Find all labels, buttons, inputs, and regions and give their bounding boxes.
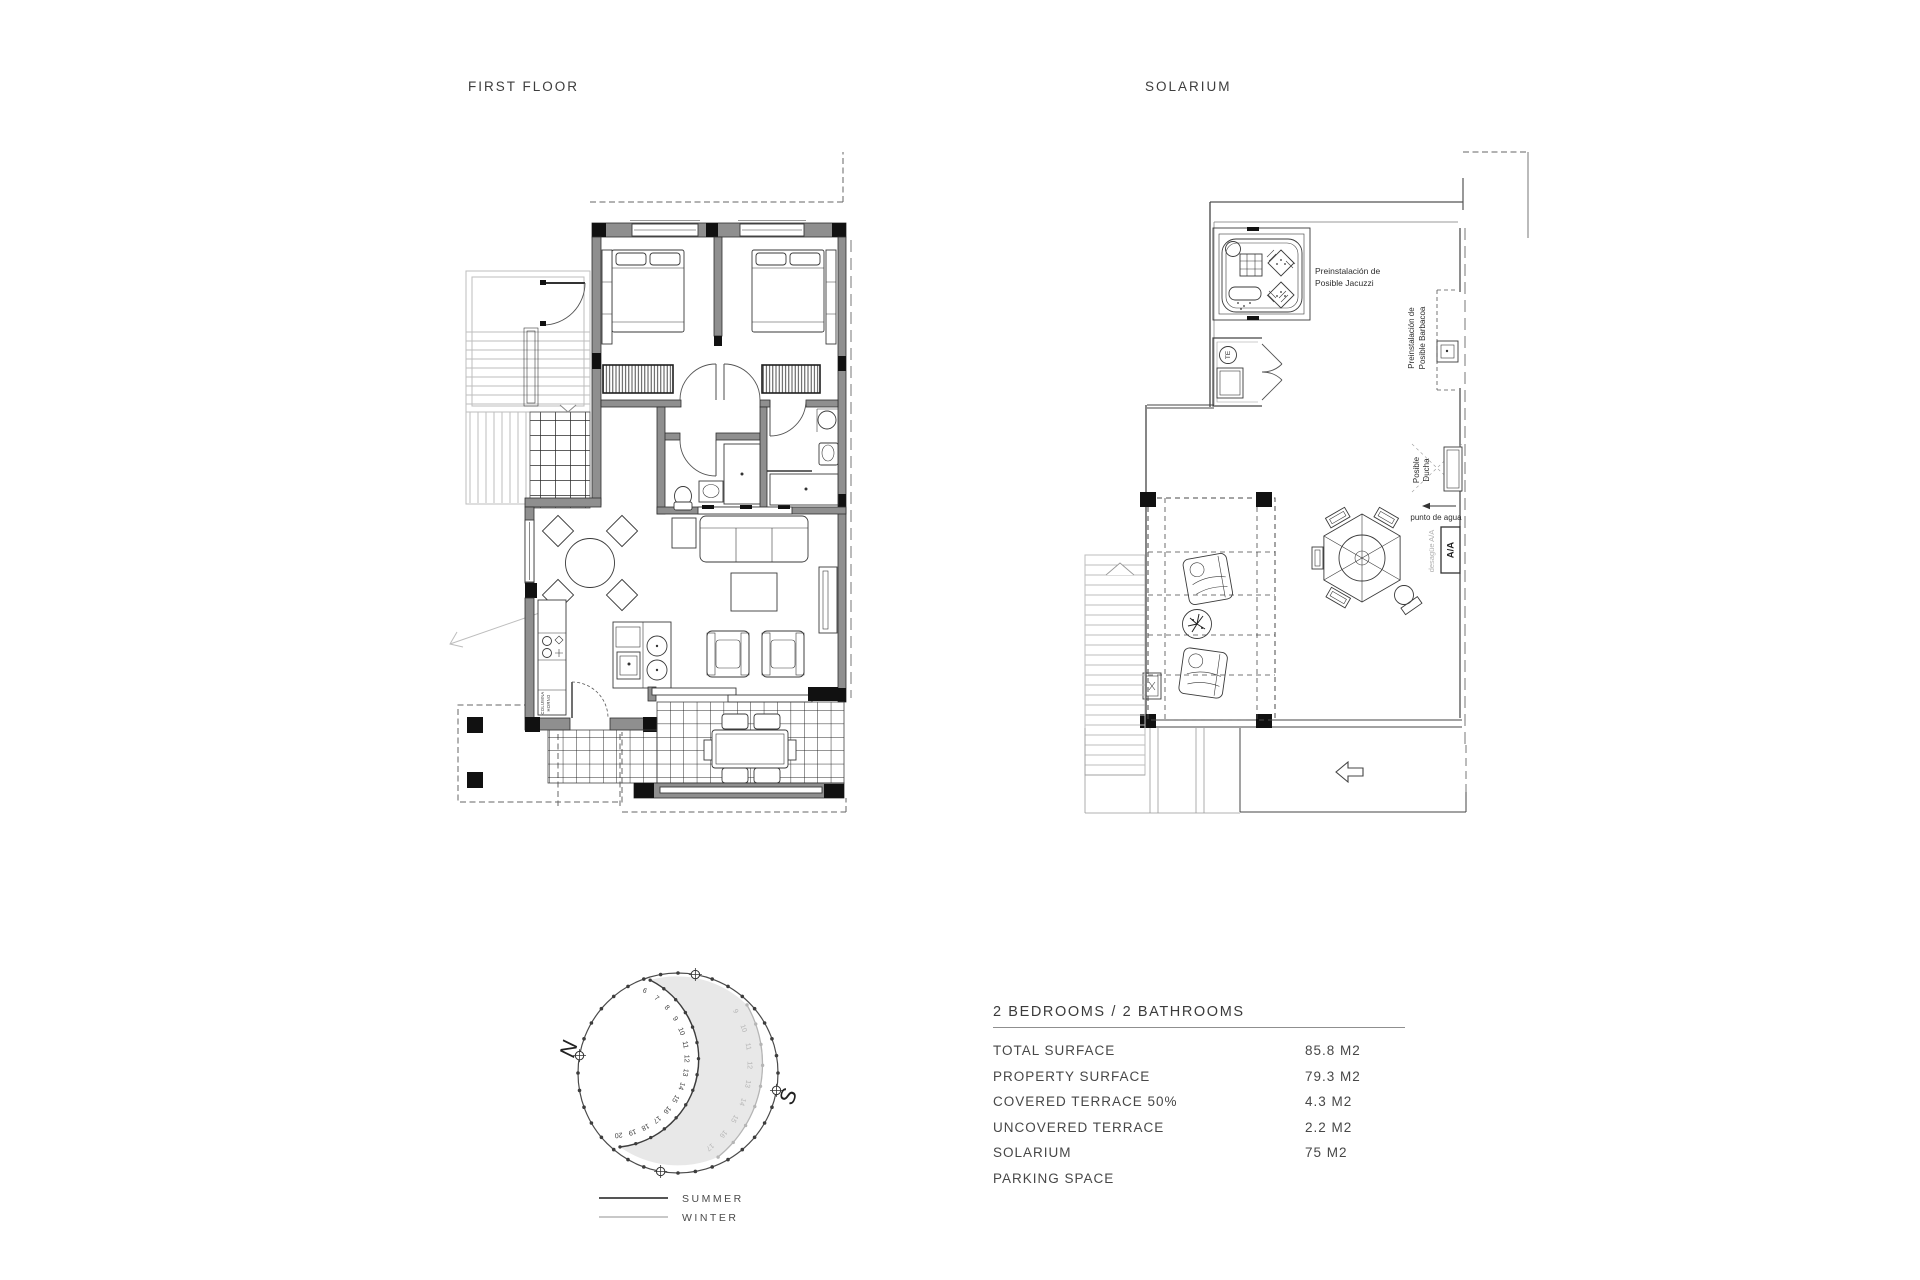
sun-hour-label: 10	[676, 1026, 686, 1037]
jacuzzi-label-2: Posible Jacuzzi	[1315, 278, 1374, 288]
sun-hour-label: 12	[682, 1054, 690, 1063]
armchair-2	[762, 631, 804, 677]
row-label: UNCOVERED TERRACE	[993, 1119, 1165, 1135]
table-row	[993, 1064, 1405, 1090]
table-row	[993, 1089, 1405, 1115]
direction-arrow	[1336, 762, 1363, 782]
sink-1	[699, 481, 723, 502]
dining-area	[542, 515, 637, 610]
sun-hour-label: 9	[731, 1008, 740, 1016]
terrace	[548, 687, 844, 798]
dining-window	[525, 520, 534, 582]
ducha-label-1: Posible	[1412, 456, 1421, 484]
row-label: TOTAL SURFACE	[993, 1043, 1116, 1058]
winter-legend-label: WINTER	[682, 1212, 739, 1224]
row-label: PARKING SPACE	[993, 1170, 1115, 1186]
lower-terrace	[1240, 728, 1466, 812]
sun-hour-label: 15	[670, 1093, 681, 1104]
columna-label: COLUMNA	[540, 691, 545, 715]
bathroom-1	[674, 444, 760, 510]
wardrobe-1	[603, 365, 673, 393]
summer-legend-label: SUMMER	[682, 1193, 744, 1205]
water-point	[1422, 503, 1456, 509]
sun-hour-label: 9	[670, 1015, 679, 1023]
sun-hour-label: 7	[652, 994, 660, 1003]
sun-hour-label: 15	[729, 1113, 740, 1124]
barbecue-area	[1437, 290, 1458, 390]
plant-table	[1183, 610, 1212, 639]
shower-tray	[1444, 447, 1462, 491]
sun-hour-label: 8	[662, 1004, 671, 1012]
parking-posts	[467, 717, 483, 788]
north-label: N	[554, 1038, 583, 1060]
entry-arrow	[560, 405, 576, 412]
pergola	[1140, 492, 1275, 720]
sun-hour-label: 18	[640, 1121, 651, 1132]
table-row	[993, 1140, 1405, 1166]
sun-hour-label: 13	[680, 1068, 690, 1077]
sun-hour-label: 11	[680, 1040, 689, 1050]
row-label: PROPERTY SURFACE	[993, 1068, 1151, 1084]
sun-shade-region	[620, 976, 763, 1165]
cristal-superior-window	[698, 505, 792, 514]
sun-hour-label: 16	[661, 1104, 673, 1115]
table-row	[993, 1166, 1405, 1192]
barbacoa-label-1: Preinstalación de	[1407, 307, 1416, 369]
te-room	[1213, 338, 1282, 406]
ac-unit	[1441, 527, 1460, 573]
kitchen-island	[613, 622, 671, 688]
sun-hour-label: 14	[676, 1081, 686, 1091]
entrance-porch-tiles	[530, 412, 590, 508]
sun-hour-label: 17	[651, 1113, 663, 1125]
coffee-table	[731, 573, 777, 611]
aa-label: A/A	[1445, 541, 1457, 559]
sun-hour-label: 10	[738, 1023, 748, 1034]
sun-hour-label: 12	[745, 1061, 753, 1070]
sun-lounger-2	[1178, 647, 1228, 699]
row-value: 4.3 M2	[1305, 1094, 1353, 1110]
bedroom-2	[752, 250, 836, 393]
dining-table	[566, 539, 615, 588]
spec-table	[993, 1004, 1405, 1192]
table-row	[993, 1115, 1405, 1141]
shower-2	[770, 474, 838, 505]
sun-hour-label: 17	[704, 1141, 715, 1152]
sofa	[700, 516, 808, 562]
table-row	[993, 1038, 1405, 1064]
te-label: TE	[1225, 350, 1233, 360]
solarium-plan	[1075, 140, 1545, 840]
sun-path-diagram	[530, 950, 850, 1270]
solarium-title: SOLARIUM	[1145, 79, 1232, 94]
spec-table-header: 2 BEDROOMS / 2 BATHROOMS	[993, 1004, 1405, 1028]
first-floor-plan	[440, 140, 870, 840]
sink-2	[818, 411, 836, 429]
desague-label: desagüe A/A	[1427, 529, 1436, 573]
jacuzzi-label-1: Preinstalación de	[1315, 266, 1381, 276]
sun-hour-label: 13	[743, 1079, 752, 1089]
sun-legend	[599, 1193, 744, 1224]
barbacoa-label-2: Posible Barbacoa	[1418, 306, 1427, 370]
punto-de-agua-label: punto de agua	[1410, 513, 1462, 522]
ducha-label-2: Ducha	[1422, 458, 1431, 482]
row-label: COVERED TERRACE 50%	[993, 1094, 1178, 1110]
row-value: 79.3 M2	[1305, 1068, 1361, 1084]
bedroom-1	[602, 250, 684, 393]
sun-hour-label: 14	[737, 1096, 747, 1107]
row-value: 85.8 M2	[1305, 1043, 1361, 1058]
horno-label: HORNO	[546, 694, 551, 712]
sun-hour-label: 11	[743, 1042, 752, 1051]
sun-hour-label: 6	[641, 987, 648, 996]
jacuzzi-area	[1213, 227, 1310, 320]
sun-hour-label: 19	[627, 1127, 638, 1137]
solarium-stairs	[1085, 555, 1240, 813]
hex-table-set	[1312, 507, 1422, 614]
armchair-1	[707, 631, 749, 677]
wardrobe-2	[762, 365, 820, 393]
solarium-walls	[1140, 152, 1528, 745]
row-label: SOLARIUM	[993, 1145, 1072, 1161]
sun-hour-label: 20	[614, 1130, 623, 1139]
sliding-door	[652, 688, 736, 695]
row-value	[1305, 1166, 1405, 1192]
sun-hour-label: 16	[717, 1128, 729, 1139]
stair-door	[540, 280, 585, 326]
living-room	[672, 516, 837, 677]
south-label: S	[773, 1085, 803, 1108]
first-floor-title: FIRST FLOOR	[468, 79, 580, 94]
bathroom-2	[767, 409, 838, 505]
row-value: 2.2 M2	[1305, 1119, 1353, 1135]
pulled-chair	[1395, 586, 1422, 615]
row-value: 75 M2	[1305, 1145, 1348, 1161]
sun-lounger-1	[1182, 553, 1233, 606]
